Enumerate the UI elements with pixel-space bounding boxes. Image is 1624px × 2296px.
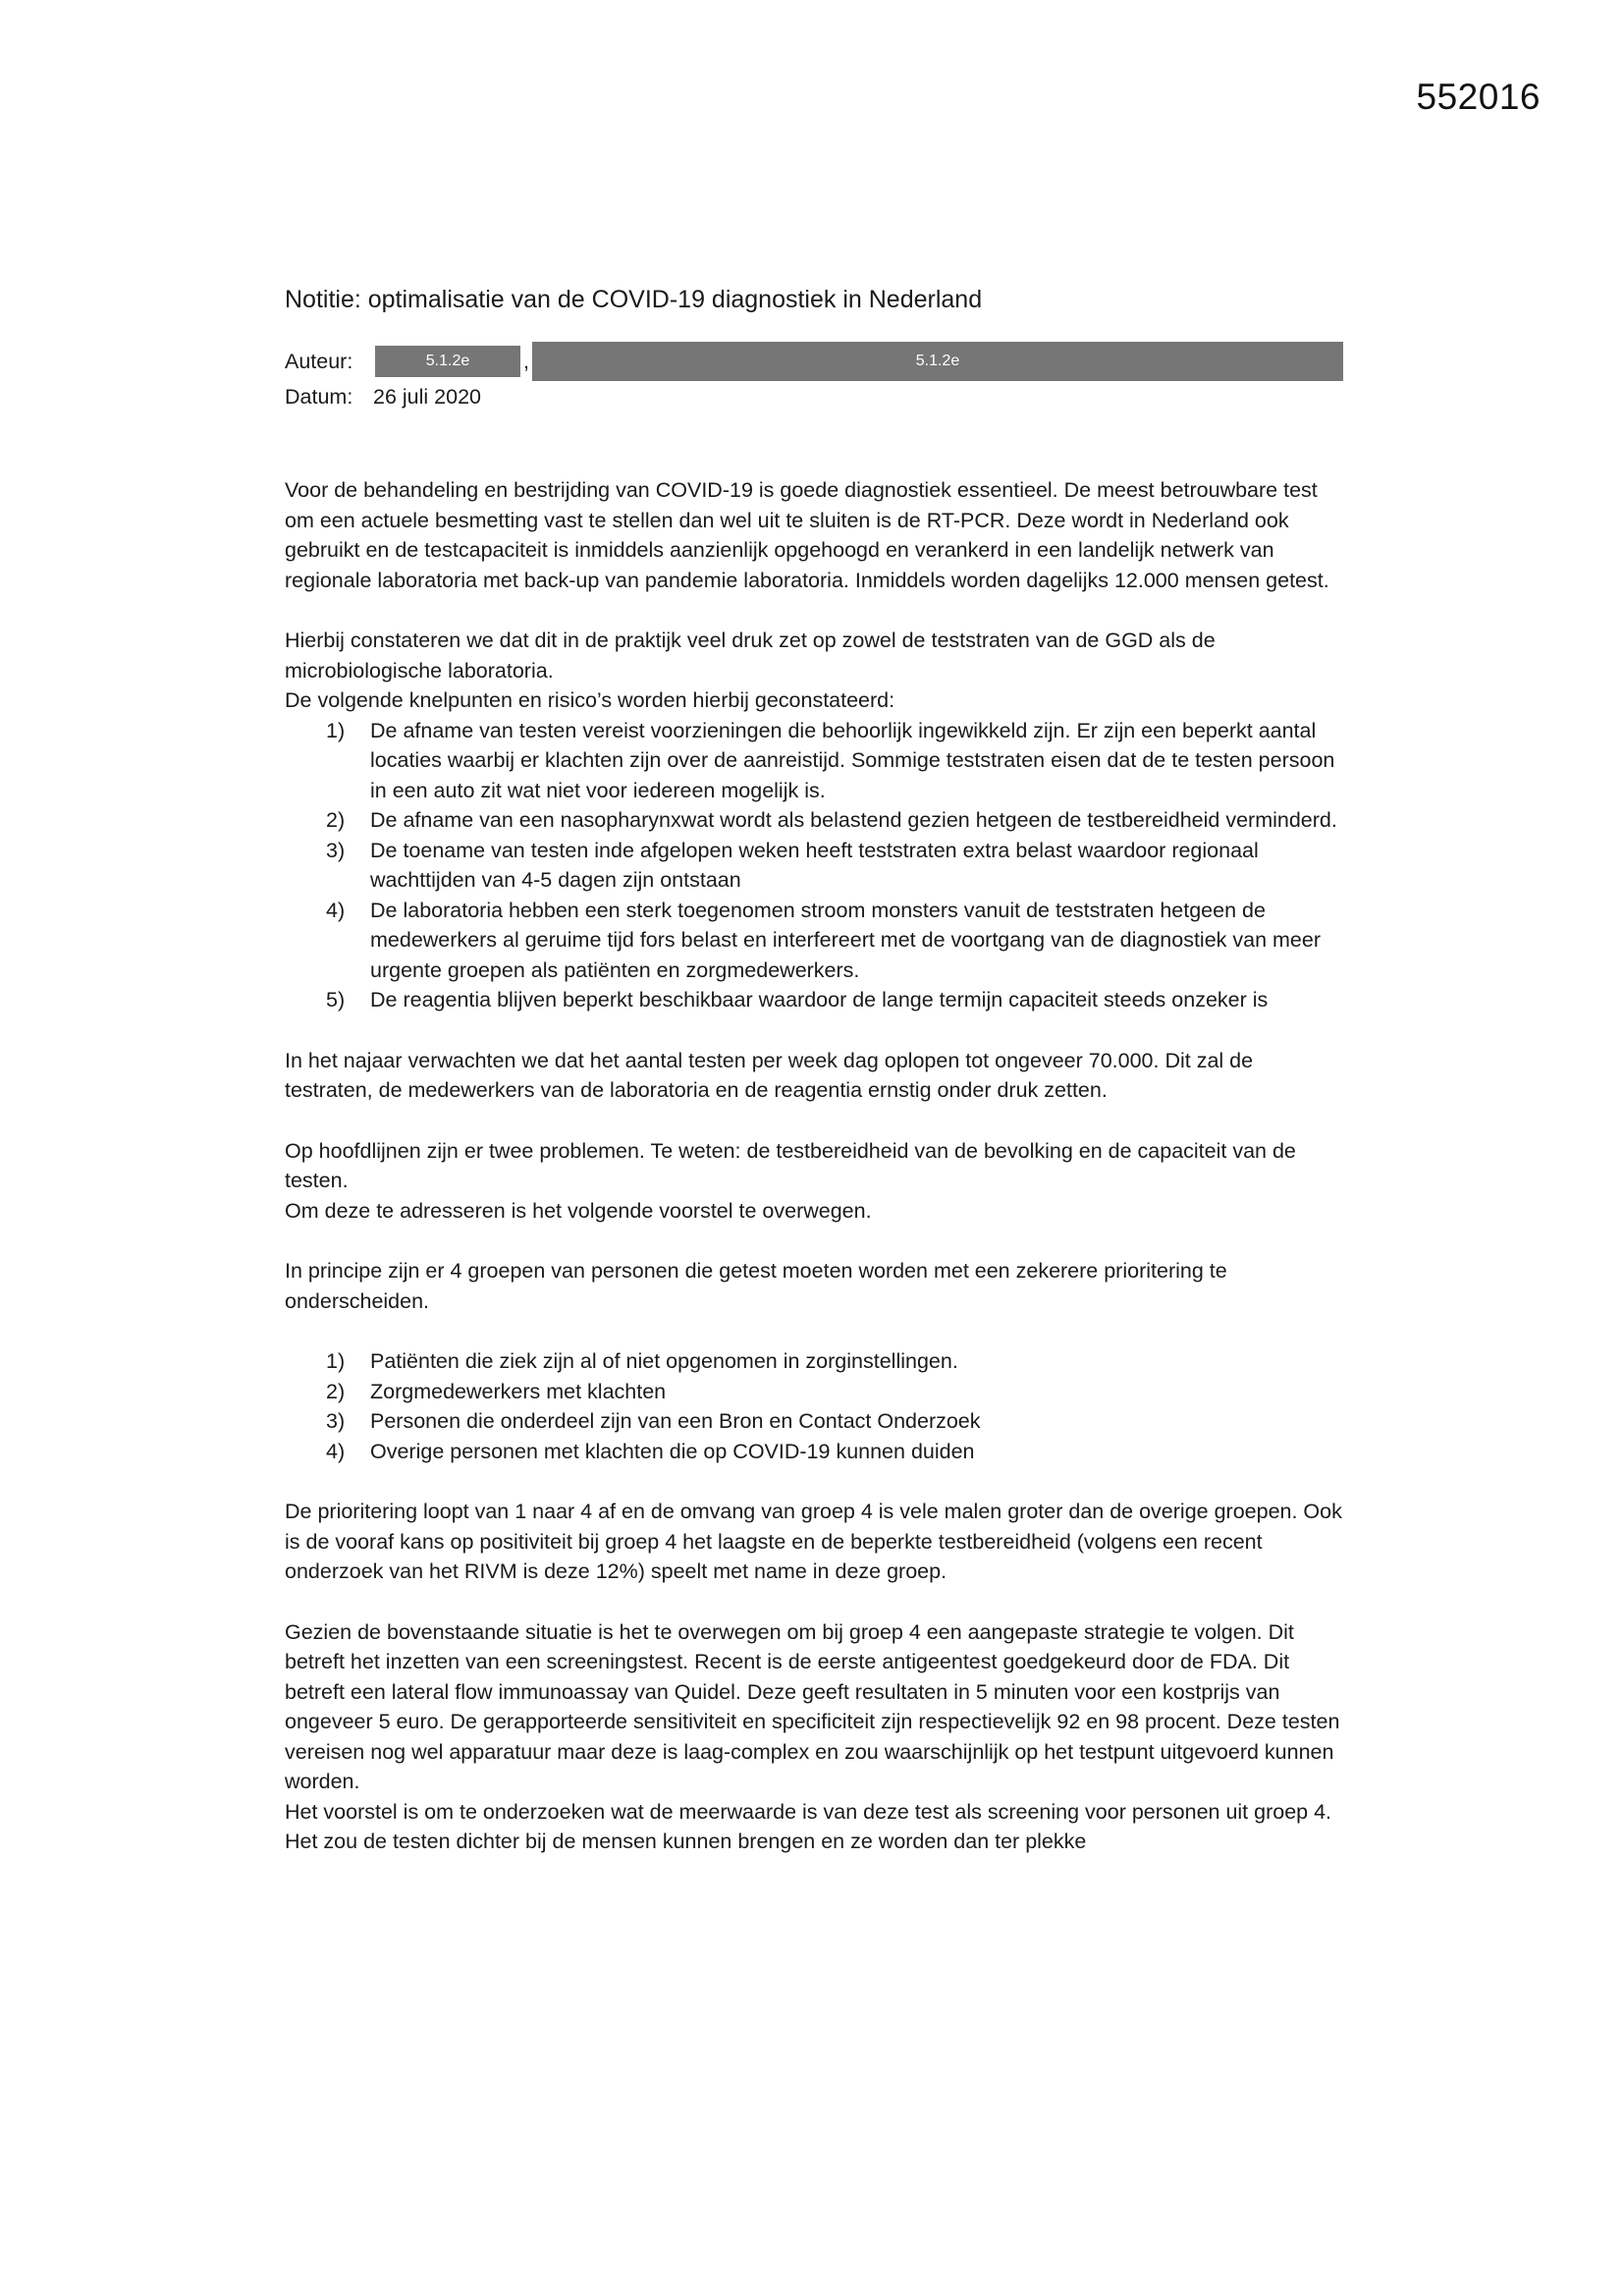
list-item — [285, 1437, 1345, 1467]
redaction-block: 5.1.2e — [375, 346, 520, 377]
paragraph: In principe zijn er 4 groepen van personen die getest moeten worden met een zekerere prioritering te onderscheiden. — [285, 1259, 1227, 1313]
list-text: De afname van testen vereist voorzieningen die behoorlijk ingewikkeld zijn. Er zijn een beperkt aantal locaties waarbij er klachten zijn over de aanreistijd. Sommige teststraten eisen dat de te testen persoon in een auto zit wat niet voor iedereen mogelijk is. — [370, 718, 1335, 802]
list-text: De afname van een nasopharynxwat wordt als belastend gezien hetgeen de testbereidheid verminderd. — [370, 808, 1337, 832]
paragraph: Het voorstel is om te onderzoeken wat de meerwaarde is van deze test als screening voor personen uit groep 4. Het zou de testen dichter bij de mensen kunnen brengen en ze worden dan ter plekke — [285, 1799, 1332, 1853]
list-text: Overige personen met klachten die op COVID-19 kunnen duiden — [370, 1439, 975, 1463]
groups-list — [285, 1346, 1345, 1466]
date-row — [285, 379, 1345, 414]
document-title: Notitie: optimalisatie van de COVID-19 diagnostiek in Nederland — [285, 286, 983, 313]
list-text: Zorgmedewerkers met klachten — [370, 1379, 667, 1403]
list-item — [285, 805, 1345, 836]
paragraph: Gezien de bovenstaande situatie is het te overwegen om bij groep 4 een aangepaste strategie te volgen. Dit betreft het inzetten van een screeningstest. Recent is de eerste antigeentest goedgekeurd door de FDA. Dit betreft een lateral flow immunoassay van Quidel. Deze geeft resultaten in 5 minuten voor een kostprijs van ongeveer 5 euro. De gerapporteerde sensitiviteit en specificiteit zijn respectievelijk 92 en 98 procent. Deze testen vereisen nog wel apparatuur maar deze is laag-complex en zou waarschijnlijk op het testpunt uitgevoerd kunnen worden. — [285, 1619, 1340, 1793]
list-item — [285, 1377, 1345, 1407]
list-item — [285, 1346, 1345, 1377]
author-label: Auteur: — [285, 349, 353, 373]
paragraph: Hierbij constateren we dat dit in de praktijk veel druk zet op zowel de teststraten van de GGD als de microbiologische laboratoria. — [285, 629, 1216, 683]
issues-list — [285, 716, 1345, 1015]
author-separator: , — [523, 349, 529, 373]
paragraph: Om deze te adresseren is het volgende voorstel te overwegen. — [285, 1198, 872, 1223]
date-value: 26 juli 2020 — [373, 384, 481, 409]
list-item — [285, 896, 1345, 986]
document-id: 552016 — [1416, 77, 1541, 117]
list-text: Personen die onderdeel zijn van een Bron en Contact Onderzoek — [370, 1409, 981, 1433]
list-number: 5) — [326, 988, 346, 1011]
list-number: 2) — [326, 808, 346, 832]
list-text: Patiënten die ziek zijn al of niet opgenomen in zorginstellingen. — [370, 1349, 958, 1373]
paragraph: In het najaar verwachten we dat het aantal testen per week dag oplopen tot ongeveer 70.000. Dit zal de testraten, de medewerkers van de laboratoria en de reagentia ernstig onder druk zetten. — [285, 1048, 1254, 1102]
list-number: 4) — [326, 898, 346, 922]
list-item — [285, 1406, 1345, 1437]
list-number: 2) — [326, 1379, 346, 1403]
list-number: 1) — [326, 1349, 346, 1373]
list-text: De reagentia blijven beperkt beschikbaar waardoor de lange termijn capaciteit steeds onzeker is — [370, 988, 1269, 1011]
list-item — [285, 836, 1345, 896]
list-number: 3) — [326, 838, 346, 862]
paragraph: Op hoofdlijnen zijn er twee problemen. Te weten: de testbereidheid van de bevolking en de capaciteit van de testen. — [285, 1138, 1296, 1192]
redaction-block: 5.1.2e — [532, 342, 1343, 381]
document-body — [285, 283, 1345, 1857]
author-row — [285, 344, 1345, 379]
list-number: 4) — [326, 1439, 346, 1463]
paragraph: De prioritering loopt van 1 naar 4 af en de omvang van groep 4 is vele malen groter dan de overige groepen. Ook is de vooraf kans op positiviteit bij groep 4 het laagste en de beperkte testbereidheid (volgens een recent onderzoek van het RIVM is deze 12%) speelt met name in deze groep. — [285, 1500, 1342, 1583]
paragraph: De volgende knelpunten en risico’s worden hierbij geconstateerd: — [285, 688, 895, 712]
list-item — [285, 985, 1345, 1015]
list-text: De toename van testen inde afgelopen weken heeft teststraten extra belast waardoor regionaal wachttijden van 4-5 dagen zijn ontstaan — [370, 838, 1259, 892]
list-text: De laboratoria hebben een sterk toegenomen stroom monsters vanuit de teststraten hetgeen de medewerkers al geruime tijd fors belast en interfereert met de voortgang van de diagnostiek van meer urgente groepen als patiënten en zorgmedewerkers. — [370, 898, 1322, 982]
list-number: 3) — [326, 1409, 346, 1433]
date-label: Datum: — [285, 384, 353, 409]
list-item — [285, 716, 1345, 806]
paragraph: Voor de behandeling en bestrijding van COVID-19 is goede diagnostiek essentieel. De meest betrouwbare test om een actuele besmetting vast te stellen dan wel uit te sluiten is de RT-PCR. Deze wordt in Nederland ook gebruikt en de testcapaciteit is inmiddels aanzienlijk opgehoogd en verankerd in een landelijk netwerk van regionale laboratoria met back-up van pandemie laboratoria. Inmiddels worden dagelijks 12.000 mensen getest. — [285, 478, 1329, 592]
list-number: 1) — [326, 718, 346, 742]
